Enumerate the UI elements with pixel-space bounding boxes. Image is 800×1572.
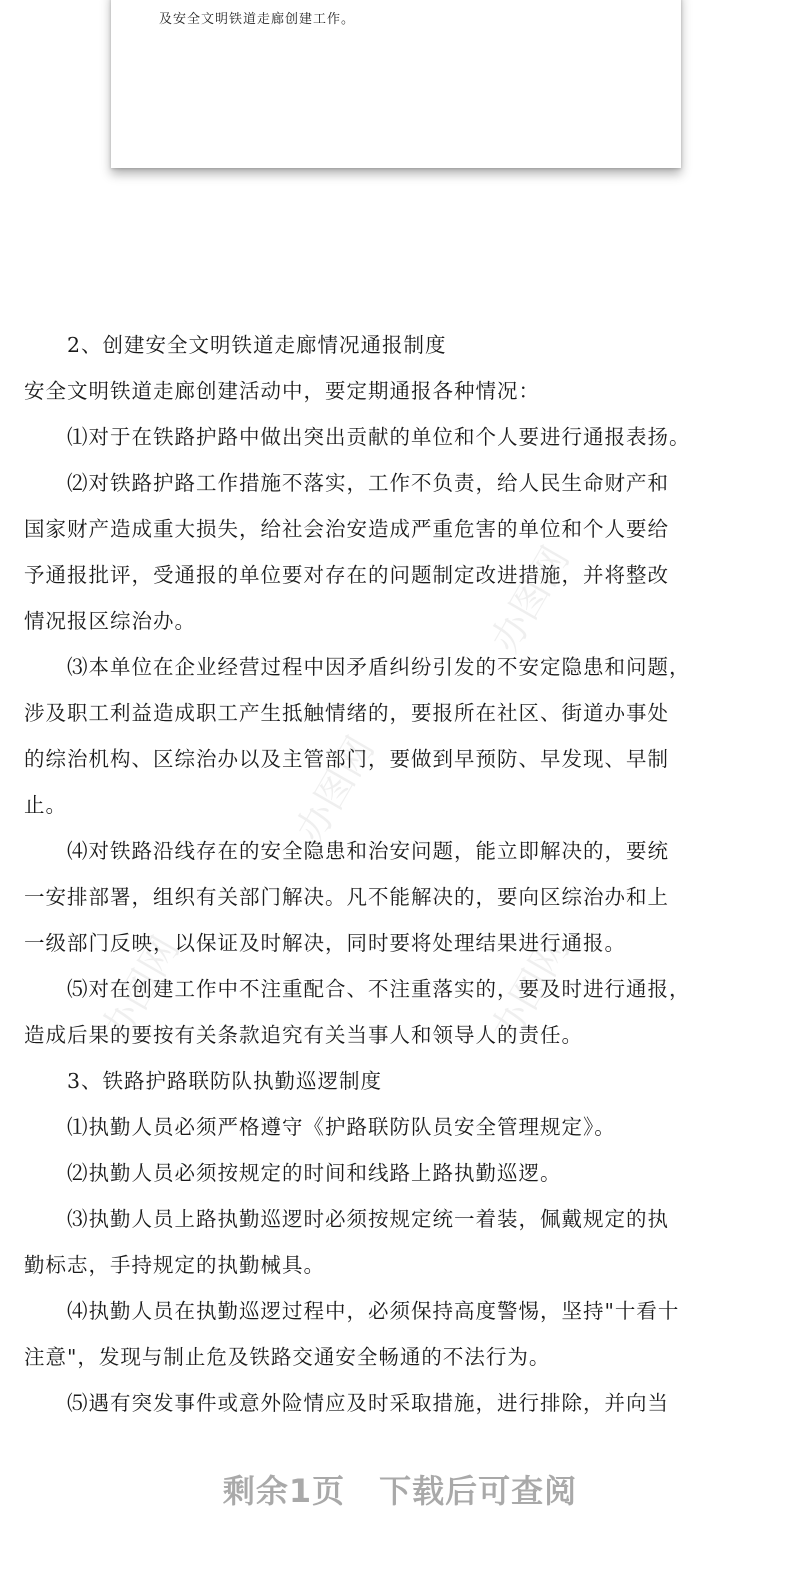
paragraph-line: ⑷执勤人员在执勤巡逻过程中，必须保持高度警惕，坚持"十看十	[24, 1299, 680, 1323]
watermark: 办图网	[287, 728, 383, 850]
paragraph-line: ⑷对铁路沿线存在的安全隐患和治安问题，能立即解决的，要统	[24, 839, 669, 863]
paragraph-line: ⑵对铁路护路工作措施不落实，工作不负责，给人民生命财产和	[24, 471, 669, 495]
paragraph-line: ⑴执勤人员必须严格遵守《护路联防队员安全管理规定》。	[24, 1115, 616, 1139]
download-to-view-label: 下载后可查阅	[379, 1472, 578, 1510]
paragraph-line: 注意"，发现与制止危及铁路交通安全畅通的不法行为。	[24, 1345, 551, 1369]
paragraph-line: 的综治机构、区综治办以及主管部门，要做到早预防、早发现、早制	[24, 747, 669, 771]
download-prompt[interactable]	[0, 1466, 800, 1512]
section-heading: 2、创建安全文明铁道走廊情况通报制度	[24, 333, 447, 357]
paragraph-line: 予通报批评，受通报的单位要对存在的问题制定改进措施，并将整改	[24, 563, 669, 587]
preview-text: 及安全文明铁道走廊创建工作。	[159, 12, 356, 27]
paragraph-line: ⑶执勤人员上路执勤巡逻时必须按规定统一着装，佩戴规定的执	[24, 1207, 669, 1231]
paragraph-line: ⑸遇有突发事件或意外险情应及时采取措施，进行排除，并向当	[24, 1391, 669, 1415]
paragraph-line: 涉及职工利益造成职工产生抵触情绪的，要报所在社区、街道办事处	[24, 701, 669, 725]
paragraph-line: ⑶本单位在企业经营过程中因矛盾纠纷引发的不安定隐患和问题，	[24, 655, 691, 679]
paragraph-line: 勤标志，手持规定的执勤械具。	[24, 1253, 325, 1277]
paragraph-line: 情况报区综治办。	[24, 609, 196, 633]
paragraph-line: ⑴对于在铁路护路中做出突出贡献的单位和个人要进行通报表扬。	[24, 425, 691, 449]
section-heading: 3、铁路护路联防队执勤巡逻制度	[24, 1069, 383, 1093]
paragraph-line: 造成后果的要按有关条款追究有关当事人和领导人的责任。	[24, 1023, 583, 1047]
document-body	[24, 322, 784, 1426]
paragraph-line: ⑸对在创建工作中不注重配合、不注重落实的，要及时进行通报，	[24, 977, 691, 1001]
watermark: 办图网	[482, 538, 578, 660]
previous-page-preview	[111, 0, 681, 168]
watermark: 办图网	[92, 928, 188, 1050]
paragraph-line: 安全文明铁道走廊创建活动中，要定期通报各种情况：	[24, 379, 540, 403]
remaining-pages-label: 剩余1页	[222, 1472, 346, 1510]
paragraph-line: ⑵执勤人员必须按规定的时间和线路上路执勤巡逻。	[24, 1161, 562, 1185]
paragraph-line: 一级部门反映，以保证及时解决，同时要将处理结果进行通报。	[24, 931, 626, 955]
paragraph-line: 一安排部署，组织有关部门解决。凡不能解决的，要向区综治办和上	[24, 885, 669, 909]
paragraph-line: 国家财产造成重大损失，给社会治安造成严重危害的单位和个人要给	[24, 517, 669, 541]
paragraph-line: 止。	[24, 793, 67, 817]
watermark: 办图网	[482, 928, 578, 1050]
